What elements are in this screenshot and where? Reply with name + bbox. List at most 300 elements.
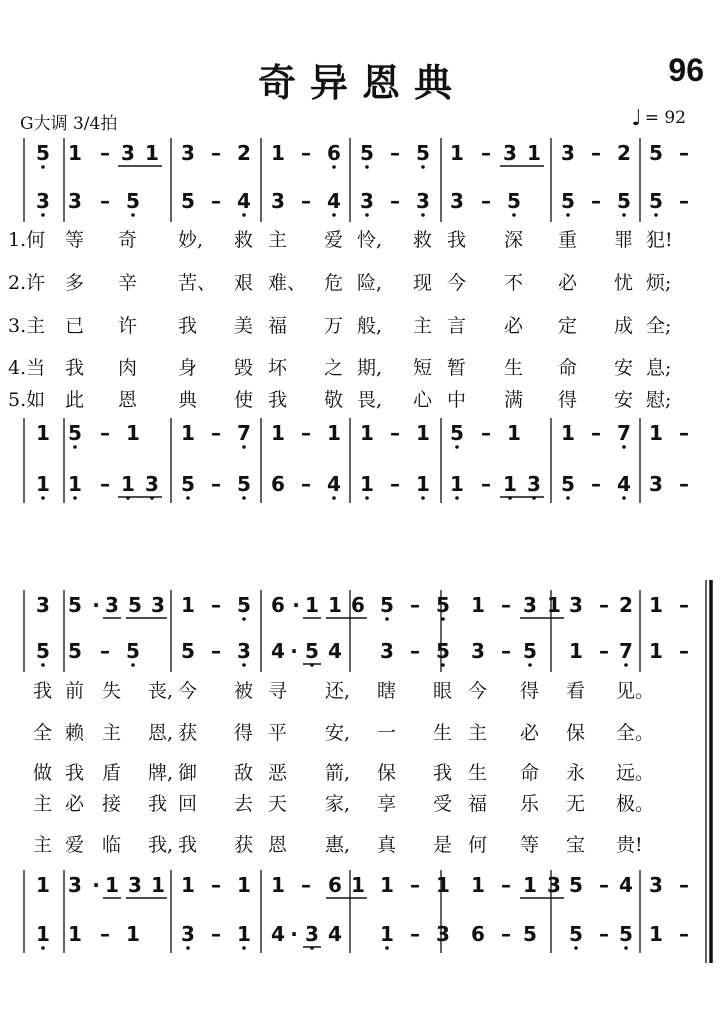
bass-note: 6 bbox=[471, 922, 485, 946]
alto-note: 4 bbox=[237, 189, 251, 213]
lyric-syllable: 必 bbox=[520, 722, 540, 744]
lyric-syllable: 无 bbox=[566, 793, 586, 815]
soprano-note: 3 bbox=[503, 141, 517, 165]
alto-octave-dot bbox=[242, 213, 246, 217]
soprano-note: – bbox=[211, 141, 221, 165]
soprano-note: 6 bbox=[327, 141, 341, 165]
alto-note: 5 bbox=[68, 639, 82, 663]
tenor-octave-dot bbox=[73, 445, 77, 449]
bass-octave-dot bbox=[73, 496, 77, 500]
lyric-syllable: 贵! bbox=[616, 834, 643, 856]
bass-octave-dot bbox=[421, 496, 425, 500]
tenor-note: 5 bbox=[68, 421, 82, 445]
tenor-octave-dot bbox=[622, 445, 626, 449]
lyric-syllable: 全; bbox=[646, 315, 672, 337]
tenor-note: – bbox=[410, 873, 420, 897]
alto-note: – bbox=[599, 639, 609, 663]
tenor-note: 1 bbox=[36, 873, 50, 897]
lyric-syllable: 我 bbox=[447, 229, 467, 251]
key-signature: G大调 3/4拍 bbox=[20, 114, 118, 134]
alto-note: – bbox=[410, 639, 420, 663]
lyric-syllable: 得 bbox=[558, 389, 578, 411]
lyric-syllable: 今 bbox=[447, 272, 467, 294]
alto-note: – bbox=[679, 189, 689, 213]
tenor-note: 3 bbox=[547, 873, 561, 897]
lyric-syllable: 一 bbox=[377, 722, 397, 744]
lyric-syllable: 远。 bbox=[616, 762, 655, 784]
soprano-note: 5 bbox=[649, 141, 663, 165]
bass-note: – bbox=[100, 472, 110, 496]
soprano-note: 1 bbox=[547, 593, 561, 617]
tenor-octave-dot bbox=[242, 445, 246, 449]
bass-note: 3 bbox=[436, 922, 450, 946]
soprano-octave-dot bbox=[441, 617, 445, 621]
alto-octave-dot bbox=[332, 213, 336, 217]
bass-note: · bbox=[290, 922, 298, 946]
alto-note: 4 bbox=[271, 639, 285, 663]
bass-note: – bbox=[591, 472, 601, 496]
tenor-note: 7 bbox=[237, 421, 251, 445]
soprano-note: 5 bbox=[68, 593, 82, 617]
lyric-syllable: 必 bbox=[504, 315, 524, 337]
tenor-note: 1 bbox=[237, 873, 251, 897]
bass-note: – bbox=[599, 922, 609, 946]
lyric-syllable: 得 bbox=[520, 680, 540, 702]
lyric-syllable: 做 bbox=[33, 762, 53, 784]
alto-note: 5 bbox=[181, 639, 195, 663]
soprano-note: 1 bbox=[68, 141, 82, 165]
soprano-octave-dot bbox=[332, 165, 336, 169]
lyric-syllable: 家, bbox=[325, 793, 351, 815]
alto-note: 3 bbox=[237, 639, 251, 663]
lyric-syllable: 安 bbox=[614, 389, 634, 411]
lyric-syllable: 获 bbox=[234, 834, 254, 856]
soprano-note: – bbox=[679, 593, 689, 617]
alto-note: 7 bbox=[619, 639, 633, 663]
alto-note: 5 bbox=[617, 189, 631, 213]
lyric-syllable: 我 bbox=[65, 357, 85, 379]
lyric-syllable: 保 bbox=[377, 762, 397, 784]
lyric-syllable: 艰 bbox=[234, 272, 254, 294]
bass-note: 1 bbox=[36, 922, 50, 946]
lyric-syllable: 般, bbox=[357, 315, 383, 337]
lyric-syllable: 我 bbox=[148, 793, 168, 815]
lyric-syllable: 今 bbox=[468, 680, 488, 702]
soprano-note: 5 bbox=[360, 141, 374, 165]
lyric-syllable: 保 bbox=[566, 722, 586, 744]
tenor-note: · bbox=[92, 873, 100, 897]
lyric-syllable: 慰; bbox=[646, 389, 672, 411]
alto-note: 5 bbox=[36, 639, 50, 663]
lyric-syllable: 辛 bbox=[118, 272, 138, 294]
soprano-note: 5 bbox=[36, 141, 50, 165]
tenor-note: 1 bbox=[436, 873, 450, 897]
bass-note: 4 bbox=[617, 472, 631, 496]
lyric-syllable: 美 bbox=[234, 315, 254, 337]
lyric-syllable: 我 bbox=[65, 762, 85, 784]
tenor-note: 1 bbox=[523, 873, 537, 897]
alto-note: – bbox=[591, 189, 601, 213]
lyric-syllable: 难、 bbox=[268, 272, 307, 294]
bass-note: 1 bbox=[68, 472, 82, 496]
alto-octave-dot bbox=[421, 213, 425, 217]
soprano-note: – bbox=[679, 141, 689, 165]
alto-octave-dot bbox=[41, 663, 45, 667]
soprano-note: 3 bbox=[569, 593, 583, 617]
bass-note: 4 bbox=[271, 922, 285, 946]
alto-note: 3 bbox=[380, 639, 394, 663]
bass-note: 1 bbox=[503, 472, 517, 496]
lyric-syllable: 主 bbox=[468, 722, 488, 744]
bass-note: 1 bbox=[450, 472, 464, 496]
lyric-syllable: 现 bbox=[413, 272, 433, 294]
lyric-syllable: 安, bbox=[325, 722, 351, 744]
lyric-syllable: 箭, bbox=[325, 762, 351, 784]
lyric-syllable: 救 bbox=[413, 229, 433, 251]
tenor-note: 1 bbox=[105, 873, 119, 897]
alto-octave-dot bbox=[654, 213, 658, 217]
lyric-syllable: 救 bbox=[234, 229, 254, 251]
bass-octave-dot bbox=[574, 946, 578, 950]
lyric-syllable: 定 bbox=[558, 315, 578, 337]
lyric-syllable: 使 bbox=[234, 389, 254, 411]
bass-octave-dot bbox=[332, 496, 336, 500]
soprano-note: 3 bbox=[561, 141, 575, 165]
lyric-syllable: 心 bbox=[413, 389, 433, 411]
hymn-title: 奇异恩典 bbox=[257, 61, 466, 105]
tenor-note: 1 bbox=[36, 421, 50, 445]
alto-note: 5 bbox=[436, 639, 450, 663]
soprano-note: – bbox=[390, 141, 400, 165]
tenor-note: – bbox=[100, 421, 110, 445]
lyric-syllable: 此 bbox=[65, 389, 85, 411]
bass-note: 3 bbox=[649, 472, 663, 496]
lyric-syllable: 平 bbox=[268, 722, 288, 744]
alto-note: 3 bbox=[36, 189, 50, 213]
lyric-syllable: 主 bbox=[33, 793, 53, 815]
alto-note: 5 bbox=[507, 189, 521, 213]
alto-octave-dot bbox=[512, 213, 516, 217]
alto-octave-dot bbox=[566, 213, 570, 217]
lyric-syllable: 犯! bbox=[646, 229, 673, 251]
alto-note: 4 bbox=[328, 639, 342, 663]
tenor-note: 3 bbox=[649, 873, 663, 897]
lyric-syllable: 1.何 bbox=[8, 229, 46, 251]
tenor-note: 1 bbox=[181, 421, 195, 445]
alto-octave-dot bbox=[242, 663, 246, 667]
bass-note: 1 bbox=[126, 922, 140, 946]
lyric-syllable: 眼 bbox=[433, 680, 453, 702]
alto-note: 3 bbox=[416, 189, 430, 213]
tempo-value: = 92 bbox=[644, 108, 686, 128]
lyric-syllable: 敬 bbox=[324, 389, 344, 411]
lyric-syllable: 5.如 bbox=[8, 389, 46, 411]
lyric-syllable: 主 bbox=[268, 229, 288, 251]
soprano-note: 6 bbox=[271, 593, 285, 617]
lyric-syllable: 全 bbox=[33, 722, 53, 744]
alto-octave-dot bbox=[131, 213, 135, 217]
lyric-syllable: 安 bbox=[614, 357, 634, 379]
soprano-note: 1 bbox=[305, 593, 319, 617]
tenor-note: – bbox=[679, 873, 689, 897]
tenor-note: 7 bbox=[617, 421, 631, 445]
soprano-note: 1 bbox=[527, 141, 541, 165]
lyric-syllable: 已 bbox=[65, 315, 85, 337]
alto-note: – bbox=[501, 639, 511, 663]
lyric-syllable: 寻 bbox=[268, 680, 288, 702]
bass-note: 5 bbox=[237, 472, 251, 496]
lyric-syllable: 肉 bbox=[118, 357, 138, 379]
bass-note: – bbox=[211, 472, 221, 496]
alto-note: – bbox=[100, 189, 110, 213]
tenor-note: 1 bbox=[327, 421, 341, 445]
lyric-syllable: 万 bbox=[324, 315, 344, 337]
alto-octave-dot bbox=[624, 663, 628, 667]
lyric-syllable: 2.许 bbox=[8, 272, 46, 294]
lyric-syllable: 恩 bbox=[118, 389, 138, 411]
lyric-syllable: 获 bbox=[178, 722, 198, 744]
soprano-note: 3 bbox=[36, 593, 50, 617]
lyric-syllable: 御 bbox=[178, 762, 198, 784]
lyric-syllable: 丧, bbox=[148, 680, 174, 702]
lyric-syllable: 罪 bbox=[614, 229, 634, 251]
lyric-syllable: 我 bbox=[433, 762, 453, 784]
alto-note: 1 bbox=[649, 639, 663, 663]
bass-note: 1 bbox=[360, 472, 374, 496]
alto-note: – bbox=[211, 189, 221, 213]
tenor-note: – bbox=[501, 873, 511, 897]
lyric-syllable: 恶 bbox=[268, 762, 288, 784]
bass-note: 4 bbox=[327, 472, 341, 496]
lyric-syllable: 赖 bbox=[65, 722, 85, 744]
lyric-syllable: 真 bbox=[377, 834, 397, 856]
lyric-syllable: 深 bbox=[504, 229, 524, 251]
soprano-note: – bbox=[211, 593, 221, 617]
soprano-note: 3 bbox=[181, 141, 195, 165]
bass-note: – bbox=[301, 472, 311, 496]
hymn-number: 96 bbox=[668, 52, 704, 88]
alto-note: – bbox=[481, 189, 491, 213]
lyric-syllable: 许 bbox=[118, 315, 138, 337]
bass-note: 5 bbox=[569, 922, 583, 946]
tenor-note: – bbox=[211, 421, 221, 445]
tenor-note: 1 bbox=[471, 873, 485, 897]
lyric-syllable: 惠, bbox=[325, 834, 351, 856]
bass-note: 1 bbox=[649, 922, 663, 946]
soprano-octave-dot bbox=[41, 165, 45, 169]
alto-note: · bbox=[290, 639, 298, 663]
soprano-note: 1 bbox=[649, 593, 663, 617]
alto-note: – bbox=[679, 639, 689, 663]
lyric-syllable: 失 bbox=[102, 680, 122, 702]
soprano-octave-dot bbox=[385, 617, 389, 621]
soprano-note: 2 bbox=[237, 141, 251, 165]
bass-octave-dot bbox=[566, 496, 570, 500]
lyric-syllable: 看 bbox=[566, 680, 586, 702]
lyric-syllable: 主 bbox=[413, 315, 433, 337]
bass-note: – bbox=[481, 472, 491, 496]
lyric-syllable: 还, bbox=[325, 680, 351, 702]
soprano-note: 3 bbox=[121, 141, 135, 165]
bass-octave-dot bbox=[385, 946, 389, 950]
lyric-syllable: 牌, bbox=[148, 762, 174, 784]
tenor-note: – bbox=[679, 421, 689, 445]
alto-note: 5 bbox=[126, 189, 140, 213]
lyric-syllable: 多 bbox=[65, 272, 85, 294]
soprano-note: 1 bbox=[181, 593, 195, 617]
lyric-syllable: 奇 bbox=[118, 229, 138, 251]
lyric-syllable: 恩 bbox=[268, 834, 288, 856]
bass-octave-dot bbox=[41, 496, 45, 500]
tenor-note: 1 bbox=[271, 421, 285, 445]
soprano-note: 2 bbox=[617, 141, 631, 165]
lyric-syllable: 乐 bbox=[520, 793, 540, 815]
bass-note: 5 bbox=[523, 922, 537, 946]
tenor-octave-dot bbox=[455, 445, 459, 449]
tenor-note: 1 bbox=[360, 421, 374, 445]
lyric-syllable: 忧 bbox=[614, 272, 634, 294]
lyric-syllable: 身 bbox=[178, 357, 198, 379]
lyric-syllable: 瞎 bbox=[377, 680, 397, 702]
alto-octave-dot bbox=[528, 663, 532, 667]
bass-note: 1 bbox=[237, 922, 251, 946]
tenor-note: 4 bbox=[619, 873, 633, 897]
bass-octave-dot bbox=[186, 496, 190, 500]
alto-note: 4 bbox=[327, 189, 341, 213]
soprano-octave-dot bbox=[421, 165, 425, 169]
bass-note: 5 bbox=[561, 472, 575, 496]
soprano-note: – bbox=[481, 141, 491, 165]
alto-note: 5 bbox=[126, 639, 140, 663]
alto-note: 3 bbox=[471, 639, 485, 663]
soprano-note: 3 bbox=[523, 593, 537, 617]
alto-note: – bbox=[301, 189, 311, 213]
bass-note: 3 bbox=[181, 922, 195, 946]
quarter-note-icon: ♩ bbox=[631, 106, 642, 131]
lyric-syllable: 永 bbox=[566, 762, 586, 784]
soprano-octave-dot bbox=[365, 165, 369, 169]
soprano-note: 1 bbox=[271, 141, 285, 165]
bass-octave-dot bbox=[365, 496, 369, 500]
alto-note: 3 bbox=[450, 189, 464, 213]
lyric-syllable: 敌 bbox=[234, 762, 254, 784]
lyric-syllable: 福 bbox=[268, 315, 288, 337]
lyric-syllable: 我 bbox=[178, 834, 198, 856]
tenor-note: – bbox=[301, 873, 311, 897]
tenor-note: – bbox=[301, 421, 311, 445]
lyric-syllable: 临 bbox=[102, 834, 122, 856]
bass-note: – bbox=[501, 922, 511, 946]
alto-octave-dot bbox=[441, 663, 445, 667]
tenor-note: – bbox=[211, 873, 221, 897]
bass-note: 1 bbox=[380, 922, 394, 946]
bass-note: 1 bbox=[121, 472, 135, 496]
tenor-note: 3 bbox=[128, 873, 142, 897]
tenor-note: 5 bbox=[450, 421, 464, 445]
lyric-syllable: 必 bbox=[558, 272, 578, 294]
bass-note: – bbox=[679, 472, 689, 496]
lyric-syllable: 息; bbox=[646, 357, 672, 379]
lyric-syllable: 坏 bbox=[268, 357, 288, 379]
lyric-syllable: 我 bbox=[178, 315, 198, 337]
lyric-syllable: 回 bbox=[178, 793, 198, 815]
bass-note: 3 bbox=[527, 472, 541, 496]
lyric-syllable: 去 bbox=[234, 793, 254, 815]
lyric-syllable: 天 bbox=[268, 793, 288, 815]
bass-note: 1 bbox=[416, 472, 430, 496]
alto-note: 5 bbox=[561, 189, 575, 213]
bass-note: 1 bbox=[68, 922, 82, 946]
tenor-note: – bbox=[390, 421, 400, 445]
lyric-syllable: 爱 bbox=[65, 834, 85, 856]
soprano-note: 2 bbox=[619, 593, 633, 617]
alto-note: 1 bbox=[569, 639, 583, 663]
lyric-syllable: 命 bbox=[520, 762, 540, 784]
lyric-syllable: 何 bbox=[468, 834, 488, 856]
lyric-syllable: 今 bbox=[178, 680, 198, 702]
bass-note: 1 bbox=[36, 472, 50, 496]
bass-note: – bbox=[211, 922, 221, 946]
lyric-syllable: 危 bbox=[324, 272, 344, 294]
soprano-note: 1 bbox=[145, 141, 159, 165]
lyric-syllable: 生 bbox=[433, 722, 453, 744]
alto-note: 3 bbox=[271, 189, 285, 213]
lyric-syllable: 烦; bbox=[646, 272, 672, 294]
soprano-note: – bbox=[100, 141, 110, 165]
soprano-note: 5 bbox=[128, 593, 142, 617]
lyric-syllable: 言 bbox=[447, 315, 467, 337]
lyric-syllable: 生 bbox=[468, 762, 488, 784]
lyric-syllable: 之 bbox=[324, 357, 344, 379]
lyric-syllable: 典 bbox=[178, 389, 198, 411]
lyric-syllable: 3.主 bbox=[8, 315, 46, 337]
lyric-syllable: 畏, bbox=[357, 389, 383, 411]
tenor-note: 1 bbox=[561, 421, 575, 445]
lyric-syllable: 生 bbox=[504, 357, 524, 379]
lyric-syllable: 成 bbox=[614, 315, 634, 337]
tenor-note: 1 bbox=[380, 873, 394, 897]
bass-note: 3 bbox=[305, 922, 319, 946]
lyric-syllable: 得 bbox=[234, 722, 254, 744]
soprano-note: – bbox=[301, 141, 311, 165]
soprano-note: 3 bbox=[105, 593, 119, 617]
tenor-note: – bbox=[481, 421, 491, 445]
lyric-syllable: 必 bbox=[65, 793, 85, 815]
soprano-note: 1 bbox=[471, 593, 485, 617]
lyric-syllable: 重 bbox=[558, 229, 578, 251]
tenor-note: 1 bbox=[416, 421, 430, 445]
alto-note: 5 bbox=[649, 189, 663, 213]
lyric-syllable: 主 bbox=[33, 834, 53, 856]
alto-octave-dot bbox=[41, 213, 45, 217]
tenor-note: 1 bbox=[507, 421, 521, 445]
tenor-note: – bbox=[591, 421, 601, 445]
soprano-note: – bbox=[501, 593, 511, 617]
lyric-syllable: 恩, bbox=[148, 722, 174, 744]
bass-note: 5 bbox=[181, 472, 195, 496]
soprano-note: 1 bbox=[328, 593, 342, 617]
lyric-syllable: 满 bbox=[504, 389, 524, 411]
lyric-syllable: 极。 bbox=[616, 793, 655, 815]
tenor-note: 1 bbox=[649, 421, 663, 445]
alto-note: 5 bbox=[305, 639, 319, 663]
lyric-syllable: 福 bbox=[468, 793, 488, 815]
lyric-syllable: 中 bbox=[447, 389, 467, 411]
lyric-syllable: 受 bbox=[433, 793, 453, 815]
alto-note: 3 bbox=[360, 189, 374, 213]
lyric-syllable: 被 bbox=[234, 680, 254, 702]
alto-note: – bbox=[100, 639, 110, 663]
